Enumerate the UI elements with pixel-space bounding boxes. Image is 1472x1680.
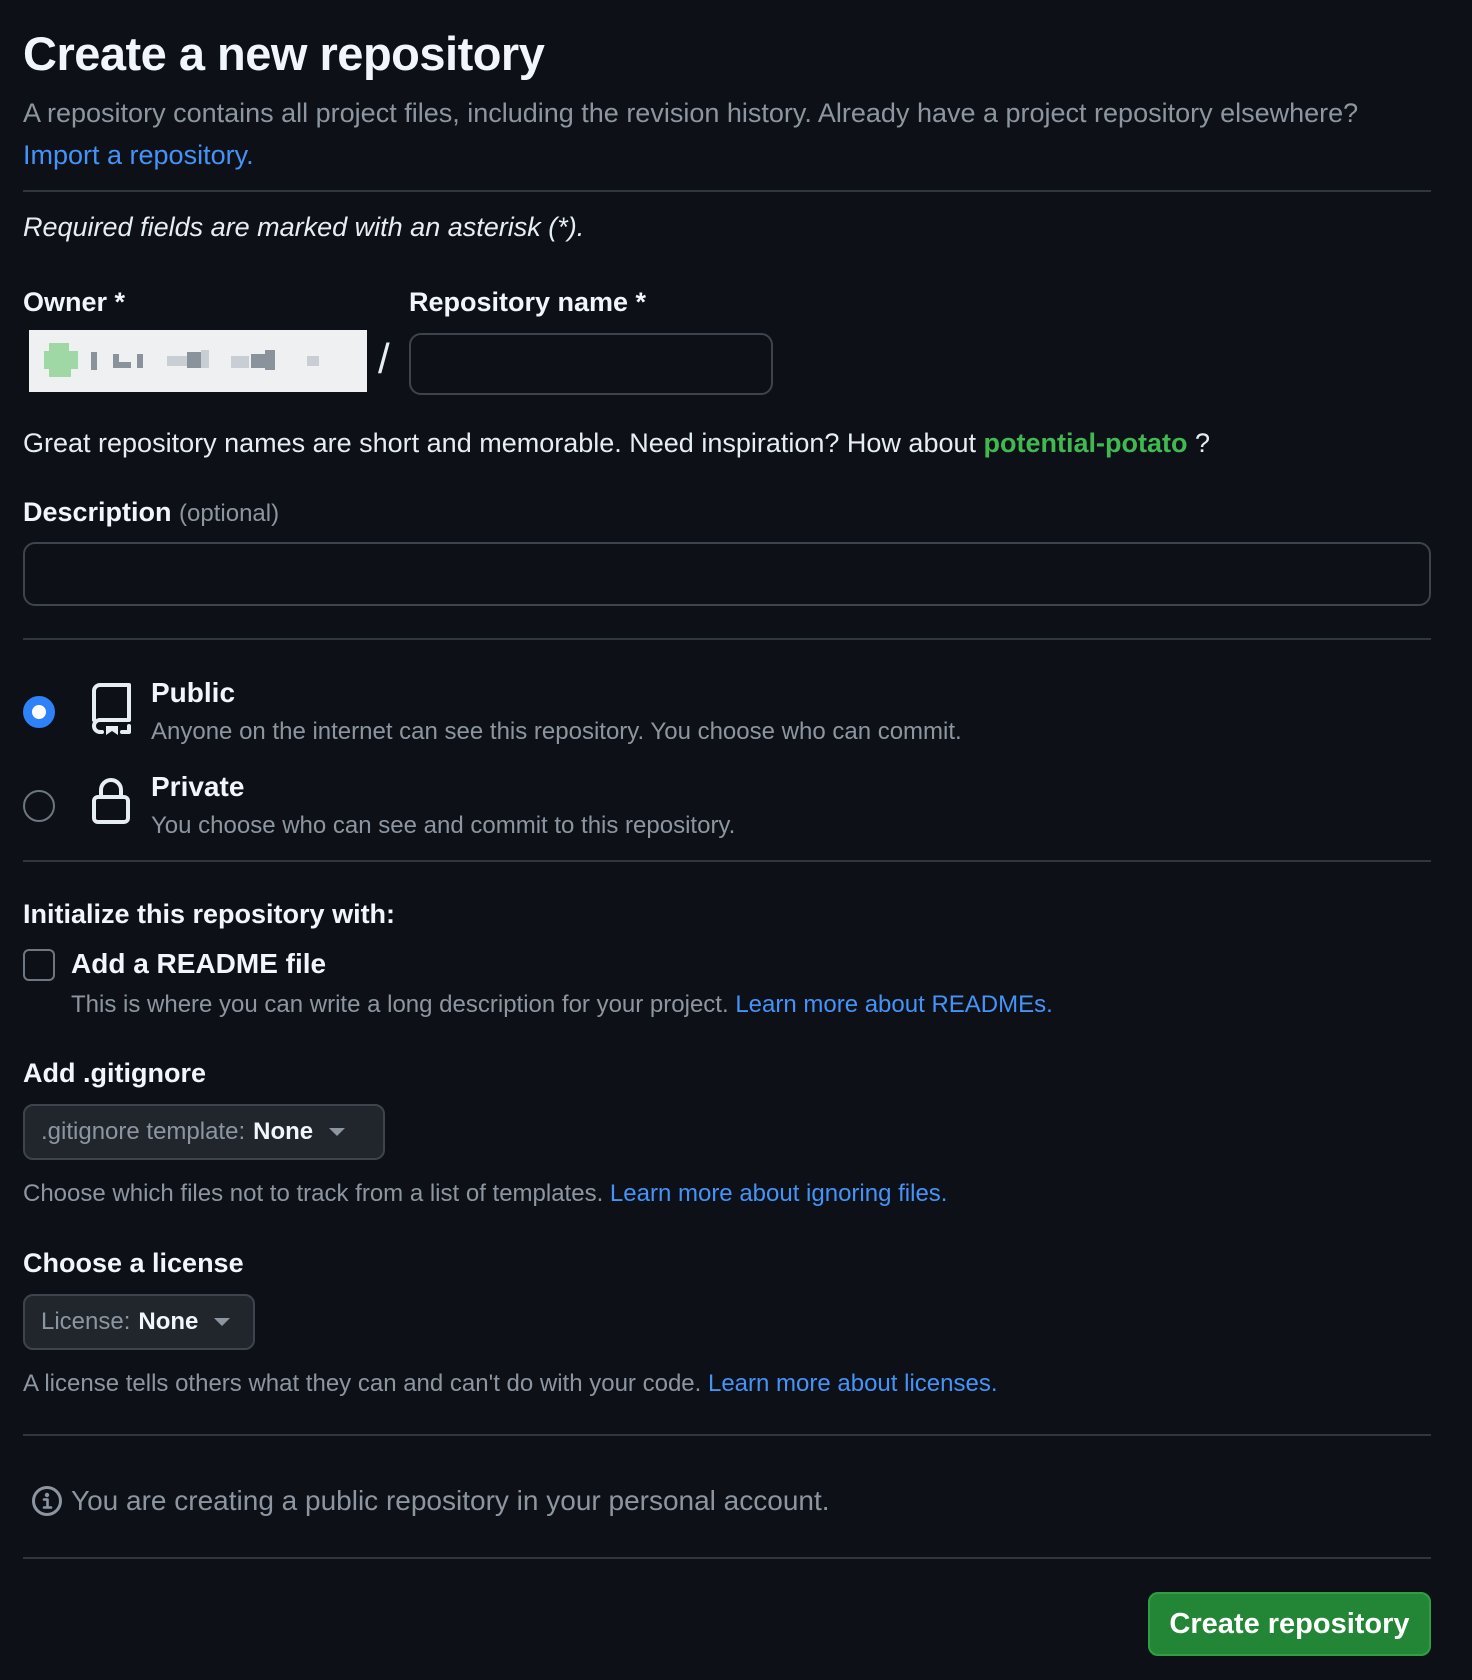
visibility-private-title[interactable]: Private xyxy=(151,771,245,802)
gitignore-help-text: Choose which files not to track from a list of templates. xyxy=(23,1180,604,1207)
license-dropdown[interactable] xyxy=(23,1294,255,1350)
triangle-down-icon xyxy=(214,1318,230,1326)
visibility-private-radio[interactable] xyxy=(23,790,55,822)
name-hint-suffix: ? xyxy=(1195,428,1211,458)
redacted-text-pixel xyxy=(231,356,249,368)
visibility-public-description: Anyone on the internet can see this repository. You choose who can commit. xyxy=(151,718,962,745)
gitignore-help xyxy=(23,1180,947,1208)
repo-icon xyxy=(91,683,133,735)
redacted-text-pixel xyxy=(137,354,143,368)
import-repository-link[interactable]: Import a repository. xyxy=(23,140,254,170)
redacted-text-pixel xyxy=(307,356,319,366)
divider xyxy=(23,1434,1431,1436)
visibility-public-radio[interactable] xyxy=(23,696,55,728)
readme-help-text: This is where you can write a long description for your project. xyxy=(71,991,729,1018)
gitignore-dropdown-value: None xyxy=(253,1118,314,1145)
add-readme-checkbox[interactable] xyxy=(23,949,55,981)
redacted-text-pixel xyxy=(187,352,201,368)
visibility-private-description: You choose who can see and commit to this repository. xyxy=(151,812,736,839)
redacted-avatar-pixel xyxy=(44,351,78,369)
add-readme-label[interactable]: Add a README file xyxy=(71,948,327,979)
license-help xyxy=(23,1370,997,1398)
redacted-text-pixel xyxy=(119,362,131,368)
divider xyxy=(23,1557,1431,1559)
name-hint-text: Great repository names are short and memorable. Need inspiration? How about xyxy=(23,428,976,458)
create-repository-button[interactable]: Create repository xyxy=(1148,1592,1431,1656)
description-optional-tag: (optional) xyxy=(179,500,280,527)
redacted-text-pixel xyxy=(251,354,265,368)
license-dropdown-prefix: License: xyxy=(41,1308,131,1335)
name-hint xyxy=(23,428,1210,459)
divider xyxy=(23,190,1431,192)
visibility-notice xyxy=(31,1485,830,1517)
divider xyxy=(23,638,1431,640)
initialize-heading: Initialize this repository with: xyxy=(23,899,396,929)
gitignore-heading: Add .gitignore xyxy=(23,1058,206,1088)
page-subtitle xyxy=(23,92,1383,176)
redacted-text-pixel xyxy=(201,350,209,368)
gitignore-dropdown-prefix: .gitignore template: xyxy=(41,1118,246,1145)
license-help-text: A license tells others what they can and can't do with your code. xyxy=(23,1370,702,1397)
owner-repo-separator: / xyxy=(378,335,390,382)
required-note: Required fields are marked with an asterisk (*). xyxy=(23,212,585,242)
redacted-avatar-pixel xyxy=(49,369,71,377)
triangle-down-icon xyxy=(329,1128,345,1136)
description-label-row xyxy=(23,497,279,528)
lock-icon xyxy=(91,777,131,825)
owner-label: Owner * xyxy=(23,287,126,317)
gitignore-template-dropdown[interactable] xyxy=(23,1104,385,1160)
page-title: Create a new repository xyxy=(23,27,545,80)
subtitle-text: A repository contains all project files, including the revision history. Already have a project repository elsewhere? xyxy=(23,98,1359,128)
visibility-public-title[interactable]: Public xyxy=(151,677,236,708)
redacted-avatar-pixel xyxy=(49,343,69,351)
redacted-text-pixel xyxy=(167,356,187,366)
repo-name-label: Repository name * xyxy=(409,287,647,317)
license-dropdown-value: None xyxy=(138,1308,199,1335)
license-heading: Choose a license xyxy=(23,1248,244,1278)
description-label: Description xyxy=(23,497,172,527)
readme-help xyxy=(71,991,1053,1019)
learn-more-ignoring-files-link[interactable]: Learn more about ignoring files. xyxy=(609,1180,948,1207)
repo-name-input[interactable] xyxy=(409,333,773,395)
divider xyxy=(23,860,1431,862)
redacted-text-pixel xyxy=(265,350,275,370)
visibility-notice-text: You are creating a public repository in your personal account. xyxy=(71,1485,830,1516)
learn-more-licenses-link[interactable]: Learn more about licenses. xyxy=(707,1370,998,1397)
redacted-text-pixel xyxy=(91,352,97,370)
name-suggestion-link[interactable]: potential-potato xyxy=(983,428,1188,458)
description-input[interactable] xyxy=(23,542,1431,606)
info-icon xyxy=(31,1485,63,1517)
learn-more-readmes-link[interactable]: Learn more about READMEs. xyxy=(735,991,1053,1018)
owner-select-redacted[interactable] xyxy=(29,330,367,392)
